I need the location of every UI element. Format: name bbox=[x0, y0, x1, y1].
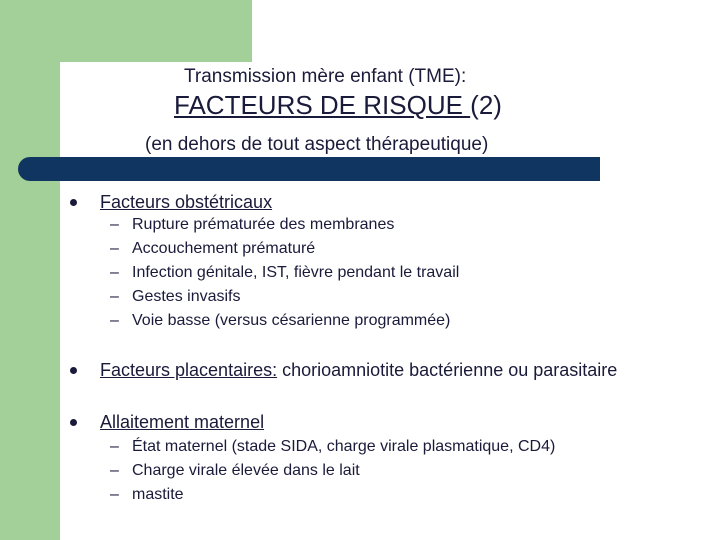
dash-icon: – bbox=[110, 240, 119, 257]
sub-item-text: Voie basse (versus césarienne programmée) bbox=[132, 312, 451, 329]
bullet-heading-rest: chorioamniotite bactérienne ou parasitaire bbox=[277, 360, 618, 380]
bullet-dot-icon bbox=[70, 367, 77, 374]
bullet-text bbox=[100, 360, 617, 381]
dash-icon: – bbox=[110, 486, 119, 503]
bullet-heading: Facteurs obstétricaux bbox=[100, 192, 273, 212]
dash-icon: – bbox=[110, 264, 119, 281]
sub-item-text: Infection génitale, IST, fièvre pendant le travail bbox=[132, 264, 460, 281]
bullet-heading: Facteurs placentaires: bbox=[100, 360, 278, 380]
bullet-text bbox=[100, 192, 272, 213]
dash-icon: – bbox=[110, 216, 119, 233]
dash-icon: – bbox=[110, 462, 119, 479]
bullet-dot-icon bbox=[70, 199, 77, 206]
bullet-dot-icon bbox=[70, 419, 77, 426]
sub-item-text: Gestes invasifs bbox=[132, 288, 241, 305]
sub-item-text: Rupture prématurée des membranes bbox=[132, 216, 395, 233]
dash-icon: – bbox=[110, 288, 119, 305]
decorative-green-block bbox=[0, 0, 252, 62]
slide-heading bbox=[174, 90, 594, 121]
bullet-heading: Allaitement maternel bbox=[100, 412, 265, 432]
slide-title: Transmission mère enfant (TME): bbox=[184, 66, 467, 87]
bullet-text bbox=[100, 412, 264, 433]
slide-heading-number: (2) bbox=[470, 90, 502, 120]
slide-heading-underlined: FACTEURS DE RISQUE bbox=[174, 90, 471, 120]
sub-item-text: mastite bbox=[132, 486, 184, 503]
dash-icon: – bbox=[110, 438, 119, 455]
sub-item-text: Accouchement prématuré bbox=[132, 240, 316, 257]
decorative-green-strip bbox=[0, 0, 60, 540]
decorative-title-bar bbox=[18, 157, 600, 181]
slide-subtitle: (en dehors de tout aspect thérapeutique) bbox=[145, 134, 489, 155]
dash-icon: – bbox=[110, 312, 119, 329]
sub-item-text: État maternel (stade SIDA, charge virale plasmatique, CD4) bbox=[132, 438, 556, 455]
sub-item-text: Charge virale élevée dans le lait bbox=[132, 462, 360, 479]
